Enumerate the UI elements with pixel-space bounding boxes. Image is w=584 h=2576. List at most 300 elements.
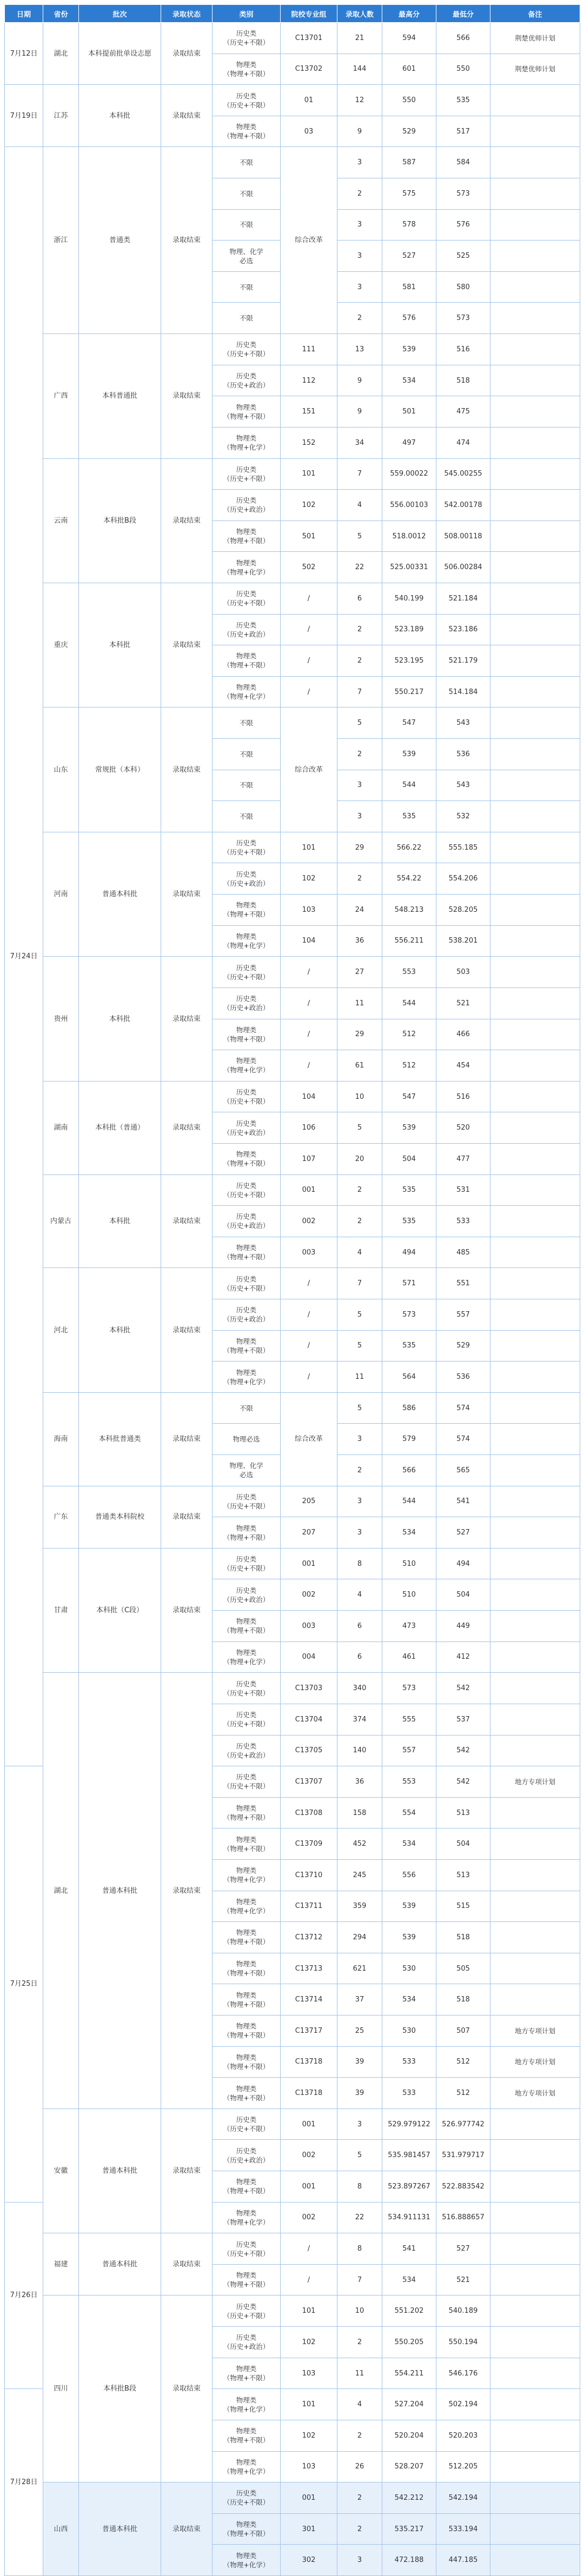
- admitted-count-cell: 12: [337, 85, 382, 116]
- highest-score-cell: 527: [382, 241, 436, 272]
- highest-score-cell: 556.00103: [382, 490, 436, 521]
- note-cell: [490, 2420, 580, 2451]
- major-group-cell: 综合改革: [281, 147, 337, 334]
- highest-score-cell: 518.0012: [382, 520, 436, 552]
- note-cell: 地方专项计划: [490, 1766, 580, 1798]
- category-cell: 物理类 （物理+不限）: [213, 1611, 281, 1642]
- highest-score-cell: 564: [382, 1362, 436, 1393]
- note-cell: [490, 676, 580, 708]
- major-group-cell: 002: [281, 1579, 337, 1611]
- note-cell: [490, 925, 580, 957]
- table-row: [5, 1673, 580, 1704]
- highest-score-cell: 535.217: [382, 2513, 436, 2545]
- major-group-cell: C13710: [281, 1859, 337, 1891]
- major-group-cell: 001: [281, 2482, 337, 2514]
- province-cell: 湖北: [43, 1673, 79, 2109]
- major-group-cell: 501: [281, 520, 337, 552]
- note-cell: [490, 271, 580, 303]
- status-cell: 录取结束: [161, 1081, 213, 1174]
- major-group-cell: C13703: [281, 1673, 337, 1704]
- highest-score-cell: 529: [382, 116, 436, 147]
- highest-score-cell: 542.212: [382, 2482, 436, 2514]
- admitted-count-cell: 294: [337, 1922, 382, 1953]
- lowest-score-cell: 518: [436, 1984, 490, 2016]
- lowest-score-cell: 474: [436, 427, 490, 458]
- highest-score-cell: 586: [382, 1392, 436, 1424]
- lowest-score-cell: 573: [436, 303, 490, 334]
- highest-score-cell: 520.204: [382, 2420, 436, 2451]
- table-row: [5, 1486, 580, 1517]
- note-cell: [490, 739, 580, 770]
- lowest-score-cell: 503: [436, 957, 490, 988]
- lowest-score-cell: 523.186: [436, 614, 490, 645]
- major-group-cell: 101: [281, 2295, 337, 2327]
- category-cell: 物理类 （物理+化学）: [213, 1050, 281, 1082]
- note-cell: [490, 2295, 580, 2327]
- note-cell: [490, 1517, 580, 1549]
- lowest-score-cell: 526.977742: [436, 2108, 490, 2140]
- note-cell: [490, 2545, 580, 2576]
- highest-score-cell: 554: [382, 1797, 436, 1828]
- admitted-count-cell: 13: [337, 334, 382, 365]
- admitted-count-cell: 2: [337, 614, 382, 645]
- table-header-row: [5, 5, 580, 23]
- note-cell: [490, 2389, 580, 2420]
- category-cell: 物理类 （物理+不限）: [213, 116, 281, 147]
- lowest-score-cell: 516: [436, 334, 490, 365]
- province-cell: 四川: [43, 2295, 79, 2482]
- note-cell: [490, 2264, 580, 2295]
- lowest-score-cell: 533.194: [436, 2513, 490, 2545]
- highest-score-cell: 550.205: [382, 2327, 436, 2358]
- category-cell: 物理类 （物理+不限）: [213, 2264, 281, 2295]
- admitted-count-cell: 2: [337, 1174, 382, 1206]
- note-cell: [490, 1953, 580, 1984]
- admitted-count-cell: 3: [337, 1486, 382, 1517]
- highest-score-cell: 556: [382, 1859, 436, 1891]
- major-group-cell: 101: [281, 458, 337, 490]
- table-row: [5, 708, 580, 739]
- highest-score-cell: 535: [382, 1174, 436, 1206]
- major-group-cell: 205: [281, 1486, 337, 1517]
- note-cell: [490, 801, 580, 832]
- date-cell: 7月24日: [5, 147, 43, 1766]
- admitted-count-cell: 4: [337, 1237, 382, 1268]
- highest-score-cell: 541: [382, 2233, 436, 2265]
- lowest-score-cell: 573: [436, 178, 490, 210]
- major-group-cell: /: [281, 2264, 337, 2295]
- highest-score-cell: 535.981457: [382, 2140, 436, 2171]
- category-cell: 物理类 （物理+不限）: [213, 2046, 281, 2078]
- note-cell: [490, 178, 580, 210]
- note-cell: [490, 1424, 580, 1455]
- admitted-count-cell: 140: [337, 1735, 382, 1766]
- category-cell: 物理类 （物理+不限）: [213, 1517, 281, 1549]
- major-group-cell: 102: [281, 490, 337, 521]
- highest-score-cell: 550.217: [382, 676, 436, 708]
- batch-cell: 普通本科批: [79, 2108, 161, 2233]
- highest-score-cell: 587: [382, 147, 436, 178]
- highest-score-cell: 548.213: [382, 895, 436, 926]
- note-cell: [490, 1984, 580, 2016]
- category-cell: 历史类 （历史+不限）: [213, 1704, 281, 1735]
- highest-score-cell: 594: [382, 23, 436, 54]
- admitted-count-cell: 25: [337, 2016, 382, 2047]
- admitted-count-cell: 5: [337, 520, 382, 552]
- major-group-cell: /: [281, 1362, 337, 1393]
- admitted-count-cell: 8: [337, 1548, 382, 1579]
- status-cell: 录取结束: [161, 708, 213, 832]
- province-cell: 湖北: [43, 23, 79, 85]
- highest-score-cell: 533: [382, 2078, 436, 2109]
- admitted-count-cell: 3: [337, 1517, 382, 1549]
- major-group-cell: 103: [281, 2451, 337, 2482]
- major-group-cell: 102: [281, 863, 337, 895]
- table-row: [5, 2295, 580, 2327]
- status-cell: 录取结束: [161, 2108, 213, 2233]
- category-cell: 历史类 （历史+不限）: [213, 1548, 281, 1579]
- province-cell: 安徽: [43, 2108, 79, 2233]
- major-group-cell: 207: [281, 1517, 337, 1549]
- major-group-cell: 01: [281, 85, 337, 116]
- lowest-score-cell: 512.205: [436, 2451, 490, 2482]
- lowest-score-cell: 506.00284: [436, 552, 490, 583]
- lowest-score-cell: 584: [436, 147, 490, 178]
- table-body: [5, 23, 580, 2576]
- category-cell: 物理类 （物理+不限）: [213, 1828, 281, 1860]
- lowest-score-cell: 521.179: [436, 645, 490, 677]
- lowest-score-cell: 513: [436, 1859, 490, 1891]
- highest-score-cell: 573: [382, 1673, 436, 1704]
- note-cell: [490, 1081, 580, 1112]
- admitted-count-cell: 29: [337, 1019, 382, 1050]
- lowest-score-cell: 555.185: [436, 832, 490, 863]
- note-cell: [490, 1206, 580, 1237]
- major-group-cell: /: [281, 583, 337, 614]
- lowest-score-cell: 527: [436, 1517, 490, 1549]
- lowest-score-cell: 540.189: [436, 2295, 490, 2327]
- admitted-count-cell: 2: [337, 1455, 382, 1486]
- major-group-cell: 151: [281, 396, 337, 428]
- category-cell: 不限: [213, 209, 281, 241]
- major-group-cell: 001: [281, 1548, 337, 1579]
- admitted-count-cell: 6: [337, 583, 382, 614]
- highest-score-cell: 539: [382, 1891, 436, 1922]
- category-cell: 不限: [213, 271, 281, 303]
- major-group-cell: 106: [281, 1112, 337, 1144]
- note-cell: [490, 2451, 580, 2482]
- category-cell: 不限: [213, 147, 281, 178]
- major-group-cell: C13702: [281, 54, 337, 85]
- note-cell: [490, 147, 580, 178]
- category-cell: 物理类 （物理+不限）: [213, 2171, 281, 2203]
- category-cell: 历史类 （历史+不限）: [213, 2233, 281, 2265]
- province-cell: 广西: [43, 334, 79, 458]
- lowest-score-cell: 538.201: [436, 925, 490, 957]
- highest-score-cell: 510: [382, 1579, 436, 1611]
- admitted-count-cell: 9: [337, 396, 382, 428]
- lowest-score-cell: 554.206: [436, 863, 490, 895]
- category-cell: 不限: [213, 178, 281, 210]
- highest-score-cell: 553: [382, 1766, 436, 1798]
- note-cell: [490, 1828, 580, 1860]
- major-group-cell: /: [281, 2233, 337, 2265]
- lowest-score-cell: 521: [436, 987, 490, 1019]
- note-cell: [490, 396, 580, 428]
- lowest-score-cell: 532: [436, 801, 490, 832]
- admitted-count-cell: 26: [337, 2451, 382, 2482]
- major-group-cell: 002: [281, 2140, 337, 2171]
- highest-score-cell: 601: [382, 54, 436, 85]
- major-group-cell: /: [281, 987, 337, 1019]
- category-cell: 物理类 （物理+化学）: [213, 1859, 281, 1891]
- admitted-count-cell: 2: [337, 303, 382, 334]
- highest-score-cell: 551.202: [382, 2295, 436, 2327]
- category-cell: 历史类 （历史+政治）: [213, 1112, 281, 1144]
- major-group-cell: 03: [281, 116, 337, 147]
- note-cell: [490, 1859, 580, 1891]
- highest-score-cell: 528.207: [382, 2451, 436, 2482]
- status-cell: 录取结束: [161, 1486, 213, 1548]
- major-group-cell: 101: [281, 832, 337, 863]
- major-group-cell: C13709: [281, 1828, 337, 1860]
- lowest-score-cell: 531: [436, 1174, 490, 1206]
- major-group-cell: 002: [281, 1206, 337, 1237]
- lowest-score-cell: 550.194: [436, 2327, 490, 2358]
- note-cell: [490, 1112, 580, 1144]
- highest-score-cell: 494: [382, 1237, 436, 1268]
- lowest-score-cell: 525: [436, 241, 490, 272]
- admitted-count-cell: 3: [337, 770, 382, 801]
- province-cell: 江苏: [43, 85, 79, 147]
- highest-score-cell: 534.911131: [382, 2202, 436, 2233]
- category-cell: 历史类 （历史+不限）: [213, 1766, 281, 1798]
- header-admitted-count: 录取人数: [337, 5, 382, 23]
- table-row: [5, 2108, 580, 2140]
- highest-score-cell: 547: [382, 1081, 436, 1112]
- province-cell: 贵州: [43, 957, 79, 1081]
- admitted-count-cell: 61: [337, 1050, 382, 1082]
- lowest-score-cell: 485: [436, 1237, 490, 1268]
- note-cell: [490, 1797, 580, 1828]
- highest-score-cell: 530: [382, 1953, 436, 1984]
- category-cell: 历史类 （历史+政治）: [213, 1206, 281, 1237]
- highest-score-cell: 573: [382, 1299, 436, 1330]
- note-cell: [490, 583, 580, 614]
- admitted-count-cell: 6: [337, 1641, 382, 1673]
- major-group-cell: C13711: [281, 1891, 337, 1922]
- note-cell: 荆楚优师计划: [490, 23, 580, 54]
- admitted-count-cell: 340: [337, 1673, 382, 1704]
- major-group-cell: 302: [281, 2545, 337, 2576]
- lowest-score-cell: 576: [436, 209, 490, 241]
- lowest-score-cell: 545.00255: [436, 458, 490, 490]
- batch-cell: 普通本科批: [79, 1673, 161, 2109]
- note-cell: 地方专项计划: [490, 2078, 580, 2109]
- category-cell: 物理类 （物理+化学）: [213, 1641, 281, 1673]
- note-cell: 地方专项计划: [490, 2016, 580, 2047]
- major-group-cell: 104: [281, 925, 337, 957]
- major-group-cell: C13707: [281, 1766, 337, 1798]
- highest-score-cell: 557: [382, 1735, 436, 1766]
- admitted-count-cell: 39: [337, 2078, 382, 2109]
- lowest-score-cell: 513: [436, 1797, 490, 1828]
- note-cell: [490, 1579, 580, 1611]
- category-cell: 物理必选: [213, 1424, 281, 1455]
- major-group-cell: 104: [281, 1081, 337, 1112]
- major-group-cell: /: [281, 1299, 337, 1330]
- admitted-count-cell: 11: [337, 987, 382, 1019]
- major-group-cell: C13705: [281, 1735, 337, 1766]
- major-group-cell: C13701: [281, 23, 337, 54]
- table-row: [5, 832, 580, 863]
- lowest-score-cell: 520.203: [436, 2420, 490, 2451]
- lowest-score-cell: 516: [436, 1081, 490, 1112]
- province-cell: 河北: [43, 1268, 79, 1392]
- category-cell: 历史类 （历史+政治）: [213, 863, 281, 895]
- admitted-count-cell: 2: [337, 863, 382, 895]
- province-cell: 重庆: [43, 583, 79, 707]
- major-group-cell: C13718: [281, 2046, 337, 2078]
- major-group-cell: 103: [281, 895, 337, 926]
- note-cell: [490, 1735, 580, 1766]
- major-group-cell: 002: [281, 2202, 337, 2233]
- note-cell: [490, 645, 580, 677]
- batch-cell: 本科批: [79, 1268, 161, 1392]
- category-cell: 物理类 （物理+化学）: [213, 1891, 281, 1922]
- note-cell: [490, 2233, 580, 2265]
- category-cell: 物理类 （物理+不限）: [213, 895, 281, 926]
- lowest-score-cell: 507: [436, 2016, 490, 2047]
- highest-score-cell: 523.897267: [382, 2171, 436, 2203]
- highest-score-cell: 544: [382, 1486, 436, 1517]
- highest-score-cell: 523.195: [382, 645, 436, 677]
- category-cell: 历史类 （历史+不限）: [213, 1174, 281, 1206]
- lowest-score-cell: 574: [436, 1392, 490, 1424]
- admitted-count-cell: 158: [337, 1797, 382, 1828]
- category-cell: 物理类 （物理+化学）: [213, 427, 281, 458]
- batch-cell: 普通类: [79, 147, 161, 334]
- admitted-count-cell: 20: [337, 1143, 382, 1174]
- lowest-score-cell: 543: [436, 770, 490, 801]
- category-cell: 物理类 （物理+不限）: [213, 1237, 281, 1268]
- note-cell: [490, 2108, 580, 2140]
- admitted-count-cell: 5: [337, 1112, 382, 1144]
- note-cell: [490, 490, 580, 521]
- highest-score-cell: 539: [382, 1112, 436, 1144]
- highest-score-cell: 576: [382, 303, 436, 334]
- lowest-score-cell: 529: [436, 1330, 490, 1362]
- admitted-count-cell: 5: [337, 708, 382, 739]
- highest-score-cell: 530: [382, 2016, 436, 2047]
- lowest-score-cell: 518: [436, 365, 490, 396]
- major-group-cell: C13714: [281, 1984, 337, 2016]
- category-cell: 物理类 （物理+化学）: [213, 2389, 281, 2420]
- admitted-count-cell: 621: [337, 1953, 382, 1984]
- major-group-cell: 001: [281, 2108, 337, 2140]
- admitted-count-cell: 2: [337, 2327, 382, 2358]
- table-row: [5, 458, 580, 490]
- category-cell: 物理类 （物理+化学）: [213, 1362, 281, 1393]
- note-cell: [490, 708, 580, 739]
- category-cell: 物理类 （物理+不限）: [213, 1984, 281, 2016]
- status-cell: 录取结束: [161, 583, 213, 707]
- note-cell: [490, 1050, 580, 1082]
- header-status: 录取状态: [161, 5, 213, 23]
- table-row: [5, 23, 580, 54]
- category-cell: 物理类 （物理+不限）: [213, 396, 281, 428]
- category-cell: 物理、化学 必选: [213, 241, 281, 272]
- table-row: [5, 85, 580, 116]
- note-cell: [490, 116, 580, 147]
- highest-score-cell: 559.00022: [382, 458, 436, 490]
- highest-score-cell: 556.211: [382, 925, 436, 957]
- status-cell: 录取结束: [161, 2233, 213, 2295]
- lowest-score-cell: 494: [436, 1548, 490, 1579]
- admitted-count-cell: 36: [337, 925, 382, 957]
- note-cell: [490, 1019, 580, 1050]
- major-group-cell: 102: [281, 2327, 337, 2358]
- highest-score-cell: 497: [382, 427, 436, 458]
- highest-score-cell: 527.204: [382, 2389, 436, 2420]
- lowest-score-cell: 521: [436, 2264, 490, 2295]
- category-cell: 物理类 （物理+不限）: [213, 1797, 281, 1828]
- major-group-cell: C13718: [281, 2078, 337, 2109]
- admitted-count-cell: 4: [337, 1579, 382, 1611]
- lowest-score-cell: 528.205: [436, 895, 490, 926]
- lowest-score-cell: 541: [436, 1486, 490, 1517]
- status-cell: 录取结束: [161, 1392, 213, 1486]
- highest-score-cell: 504: [382, 1143, 436, 1174]
- admitted-count-cell: 11: [337, 2358, 382, 2389]
- admitted-count-cell: 27: [337, 957, 382, 988]
- note-cell: [490, 832, 580, 863]
- admission-results-table: [4, 4, 580, 2576]
- category-cell: 物理类 （物理+化学）: [213, 925, 281, 957]
- lowest-score-cell: 512: [436, 2046, 490, 2078]
- admitted-count-cell: 24: [337, 895, 382, 926]
- lowest-score-cell: 542.194: [436, 2482, 490, 2514]
- status-cell: 录取结束: [161, 334, 213, 458]
- note-cell: [490, 1486, 580, 1517]
- page: [0, 4, 584, 2570]
- lowest-score-cell: 518: [436, 1922, 490, 1953]
- category-cell: 历史类 （历史+不限）: [213, 1486, 281, 1517]
- major-group-cell: /: [281, 1268, 337, 1299]
- batch-cell: 本科批B段: [79, 2295, 161, 2482]
- table-row: [5, 334, 580, 365]
- highest-score-cell: 566: [382, 1455, 436, 1486]
- major-group-cell: 003: [281, 1237, 337, 1268]
- category-cell: 物理类 （物理+不限）: [213, 2420, 281, 2451]
- lowest-score-cell: 505: [436, 1953, 490, 1984]
- highest-score-cell: 544: [382, 770, 436, 801]
- note-cell: [490, 2327, 580, 2358]
- note-cell: 荆楚优师计划: [490, 54, 580, 85]
- note-cell: [490, 2171, 580, 2203]
- note-cell: [490, 2202, 580, 2233]
- note-cell: [490, 85, 580, 116]
- admitted-count-cell: 8: [337, 2233, 382, 2265]
- province-cell: 海南: [43, 1392, 79, 1486]
- major-group-cell: 152: [281, 427, 337, 458]
- highest-score-cell: 555: [382, 1704, 436, 1735]
- highest-score-cell: 579: [382, 1424, 436, 1455]
- admitted-count-cell: 5: [337, 1330, 382, 1362]
- major-group-cell: 001: [281, 1174, 337, 1206]
- category-cell: 历史类 （历史+不限）: [213, 1268, 281, 1299]
- table-row: [5, 2482, 580, 2514]
